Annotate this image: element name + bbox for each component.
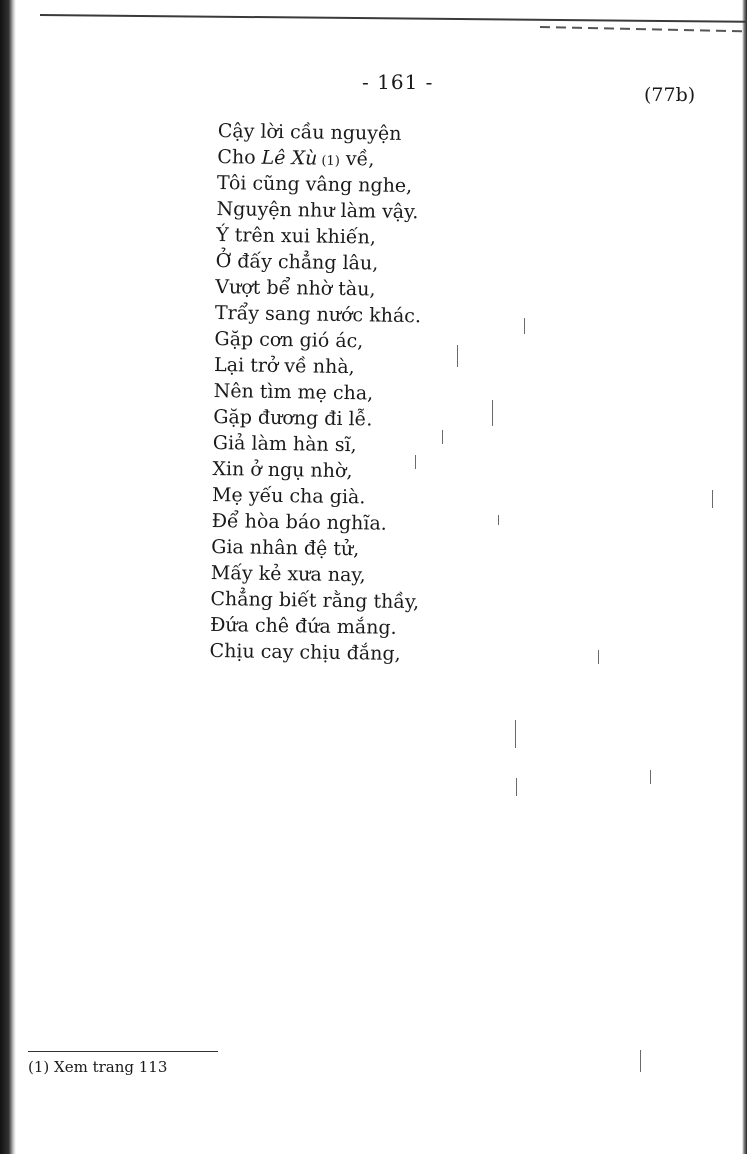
poem-line: Gặp đương đi lễ. <box>213 405 373 431</box>
scan-speck <box>712 490 713 508</box>
scan-speck <box>516 778 517 796</box>
footnote: (1) Xem trang 113 <box>28 1058 168 1076</box>
poem-line: Gia nhân đệ tử, <box>211 535 360 561</box>
poem-line: Cậy lời cầu nguyện <box>217 119 402 145</box>
poem-line-text: Cho <box>217 145 262 169</box>
scan-speck <box>415 455 416 469</box>
scan-speck <box>498 515 499 525</box>
scan-speck <box>524 318 525 334</box>
scan-left-edge <box>0 0 16 1154</box>
poem-line: Tôi cũng vâng nghe, <box>216 171 413 198</box>
poem-line: Để hòa báo nghĩa. <box>211 509 387 535</box>
poem-line: Ở đấy chẳng lâu, <box>215 249 379 275</box>
poem-line: Chẳng biết rằng thầy, <box>210 587 420 614</box>
poem-block <box>209 118 426 667</box>
poem-line: Nên tìm mẹ cha, <box>213 379 374 405</box>
poem-line: Trẩy sang nước khác. <box>214 301 422 328</box>
poem-line-italic-name: Lê Xù <box>261 146 318 170</box>
poem-line <box>217 144 426 173</box>
footnote-divider <box>28 1051 218 1052</box>
poem-line: Lại trở về nhà, <box>213 353 355 379</box>
poem-line: Đứa chê đứa mắng. <box>209 613 397 639</box>
top-border-line <box>40 14 747 23</box>
page-code: (77b) <box>644 84 696 106</box>
scan-speck <box>515 720 516 748</box>
scan-speck <box>457 345 458 367</box>
poem-line: Vượt bể nhờ tàu, <box>215 275 376 301</box>
poem-line: Ý trên xui khiến, <box>215 223 377 249</box>
poem-line: Mấy kẻ xưa nay, <box>210 561 366 587</box>
scan-speck <box>492 400 493 426</box>
scan-speck <box>598 650 599 664</box>
poem-line-text: về, <box>339 147 375 171</box>
poem-line: Giả làm hàn sĩ, <box>212 431 357 457</box>
poem-line: Gặp cơn gió ác, <box>214 327 364 353</box>
poem-line: Chịu cay chịu đắng, <box>209 639 401 665</box>
top-border-dashes <box>540 26 747 32</box>
footnote-marker: (1) <box>317 153 340 169</box>
scan-speck <box>442 430 443 444</box>
poem-line: Xin ở ngụ nhờ, <box>212 457 353 483</box>
poem-line: Nguyện như làm vậy. <box>216 197 419 224</box>
poem-line: Mẹ yếu cha già. <box>211 483 366 509</box>
page-number: - 161 - <box>362 70 434 94</box>
scan-speck <box>640 1050 641 1072</box>
scan-speck <box>650 770 651 784</box>
scan-right-edge <box>742 0 747 1154</box>
